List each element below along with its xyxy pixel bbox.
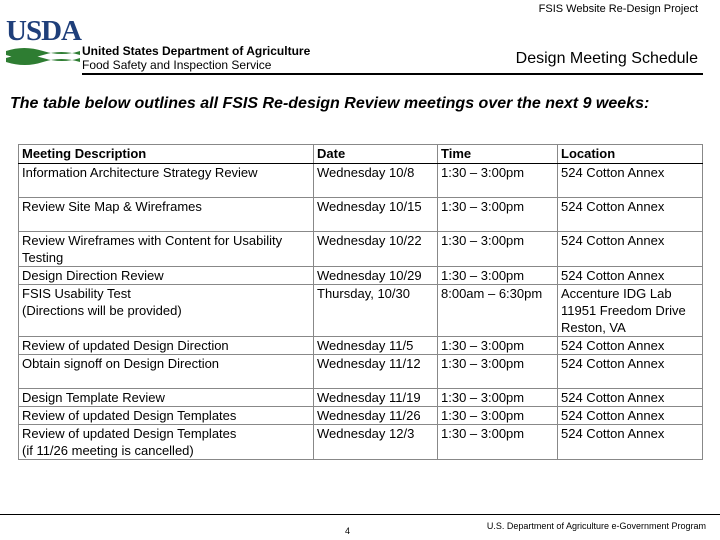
table-cell: Thursday, 10/30 [314,285,438,337]
table-cell: 8:00am – 6:30pm [438,285,558,337]
column-header: Date [314,145,438,164]
table-row [19,337,703,355]
table-cell: 1:30 – 3:00pm [438,337,558,355]
table-cell: 1:30 – 3:00pm [438,407,558,425]
table-cell: 1:30 – 3:00pm [438,232,558,267]
table-cell: Review of updated Design Direction [19,337,314,355]
page-number: 4 [345,526,351,536]
table-cell: Wednesday 12/3 [314,425,438,460]
table-cell: Wednesday 11/12 [314,355,438,389]
table-cell: 1:30 – 3:00pm [438,267,558,285]
table-cell: Wednesday 10/22 [314,232,438,267]
table-cell: 524 Cotton Annex [558,389,703,407]
table-header-row [19,145,703,164]
table-cell: 1:30 – 3:00pm [438,164,558,198]
table-row [19,389,703,407]
table-cell: 524 Cotton Annex [558,232,703,267]
table-cell: 1:30 – 3:00pm [438,425,558,460]
column-header: Location [558,145,703,164]
table-cell: Wednesday 10/29 [314,267,438,285]
column-header: Meeting Description [19,145,314,164]
table-cell: 524 Cotton Annex [558,407,703,425]
table-cell: 524 Cotton Annex [558,355,703,389]
table-cell: 524 Cotton Annex [558,425,703,460]
table-cell: 524 Cotton Annex [558,337,703,355]
table-cell: Review Wireframes with Content for Usability Testing [19,232,314,267]
table-cell: Wednesday 11/26 [314,407,438,425]
table-cell: 1:30 – 3:00pm [438,355,558,389]
table-row [19,407,703,425]
intro-text: The table below outlines all FSIS Re-design Review meetings over the next 9 weeks: [10,95,650,112]
table-cell: Design Direction Review [19,267,314,285]
logo-waves-icon [6,45,80,67]
header-divider [82,73,703,75]
table-cell: 1:30 – 3:00pm [438,389,558,407]
agency-name: Food Safety and Inspection Service [82,58,272,72]
table-row [19,232,703,267]
department-name: United States Department of Agriculture [82,44,311,58]
table-cell: Obtain signoff on Design Direction [19,355,314,389]
footer-program: U.S. Department of Agriculture e-Government Program [486,521,706,531]
meeting-schedule-table [18,144,703,460]
table-row [19,285,703,337]
table-cell: Design Template Review [19,389,314,407]
table-row [19,355,703,389]
table-cell: Wednesday 11/19 [314,389,438,407]
column-header: Time [438,145,558,164]
usda-logo [6,17,80,69]
table-cell: Information Architecture Strategy Review [19,164,314,198]
page-title: Design Meeting Schedule [515,50,698,67]
table-cell: Accenture IDG Lab 11951 Freedom Drive Reston, VA [558,285,703,337]
table-row [19,425,703,460]
table-cell: Review of updated Design Templates [19,407,314,425]
table-cell: 524 Cotton Annex [558,198,703,232]
table-cell: Review Site Map & Wireframes [19,198,314,232]
table-row [19,164,703,198]
table-cell: 524 Cotton Annex [558,164,703,198]
table-cell: Review of updated Design Templates (if 11/26 meeting is cancelled) [19,425,314,460]
table-cell: Wednesday 10/15 [314,198,438,232]
table-cell: Wednesday 11/5 [314,337,438,355]
table-row [19,267,703,285]
table-row [19,198,703,232]
footer-divider [0,514,720,515]
table-cell: 1:30 – 3:00pm [438,198,558,232]
logo-text: USDA [6,15,81,47]
project-title: FSIS Website Re-Design Project [538,3,698,15]
table-cell: Wednesday 10/8 [314,164,438,198]
table-cell: FSIS Usability Test (Directions will be provided) [19,285,314,337]
table-cell: 524 Cotton Annex [558,267,703,285]
